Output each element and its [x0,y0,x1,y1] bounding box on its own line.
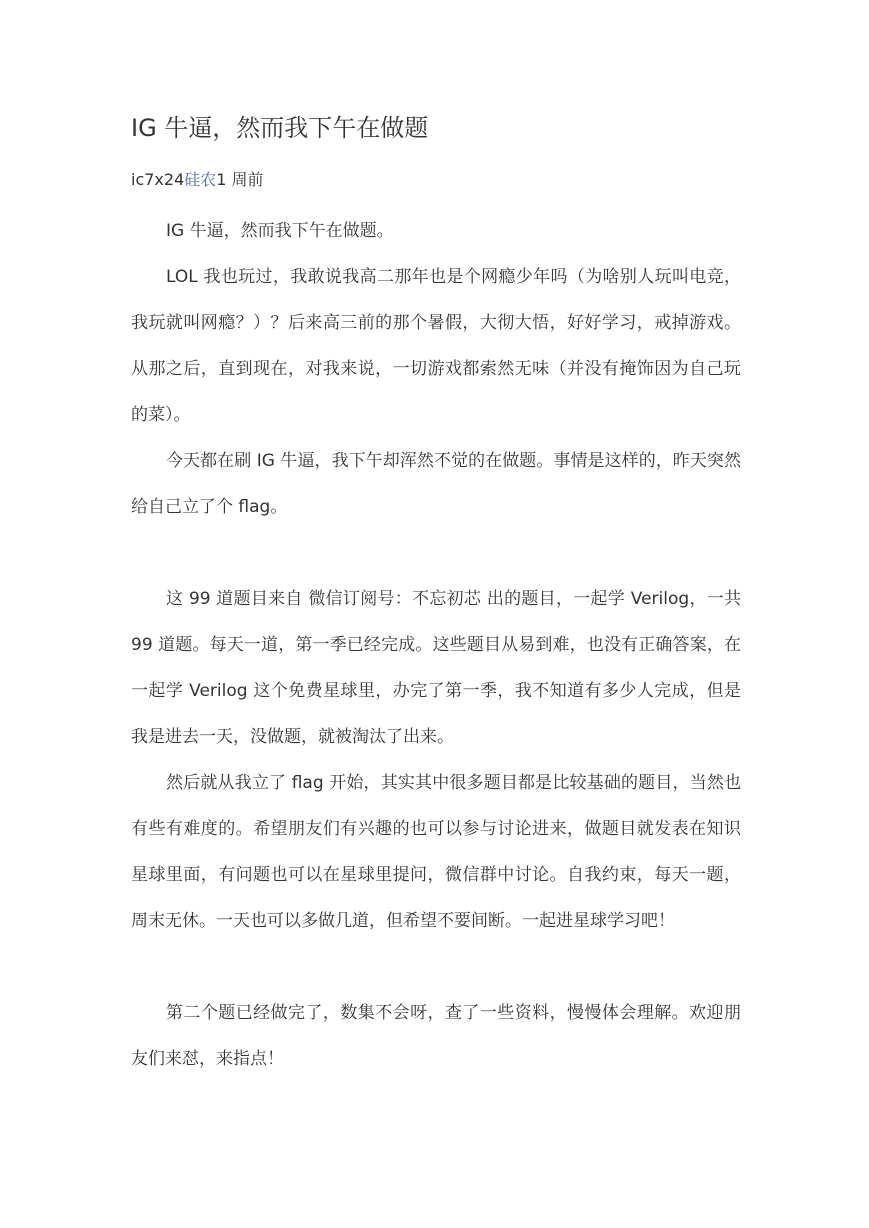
article [131,108,741,1082]
paragraph-gap [131,944,741,990]
paragraph-second-question: 第二个题已经做完了，数集不会呀，查了一些资料，慢慢体会理解。欢迎朋友们来怼，来指点！ [131,1003,741,1069]
article-title: IG 牛逼，然而我下午在做题 [131,114,429,142]
post-time: 1 周前 [216,170,264,189]
paragraph-gap [131,530,741,576]
article-body [131,208,741,1082]
paragraph-today: 今天都在刷 IG 牛逼，我下午却浑然不觉的在做题。事情是这样的，昨天突然给自己立了个 flag。 [131,451,741,517]
paragraph-lol: LOL 我也玩过，我敢说我高二那年也是个网瘾少年吗（为啥别人玩叫电竞，我玩就叫网瘾？）？后来高三前的那个暑假，大彻大悟，好好学习，戒掉游戏。从那之后，直到现在，对我来说，一切游戏都索然无味（并没有掩饰因为自己玩的菜）。 [131,267,741,425]
category-link[interactable]: 硅农 [184,170,217,189]
paragraph-intro: IG 牛逼，然而我下午在做题。 [166,221,394,241]
paragraph-flag: 然后就从我立了 flag 开始，其实其中很多题目都是比较基础的题目，当然也有些有难度的。希望朋友们有兴趣的也可以参与讨论进来，做题目就发表在知识星球里面，有问题也可以在星球里提问，微信群中讨论。自我约束，每天一题，周末无休。一天也可以多做几道，但希望不要间断。一起进星球学习吧！ [131,773,741,931]
article-meta [131,168,741,192]
paragraph-99-questions: 这 99 道题目来自 微信订阅号：不忘初芯 出的题目，一起学 Verilog，一共 99 道题。每天一道，第一季已经完成。这些题目从易到难，也没有正确答案，在一起学 Verilog 这个免费星球里，办完了第一季，我不知道有多少人完成，但是我是进去一天，没做题，就被淘汰了出来。 [131,589,741,747]
author-name[interactable]: ic7x24 [131,170,185,189]
